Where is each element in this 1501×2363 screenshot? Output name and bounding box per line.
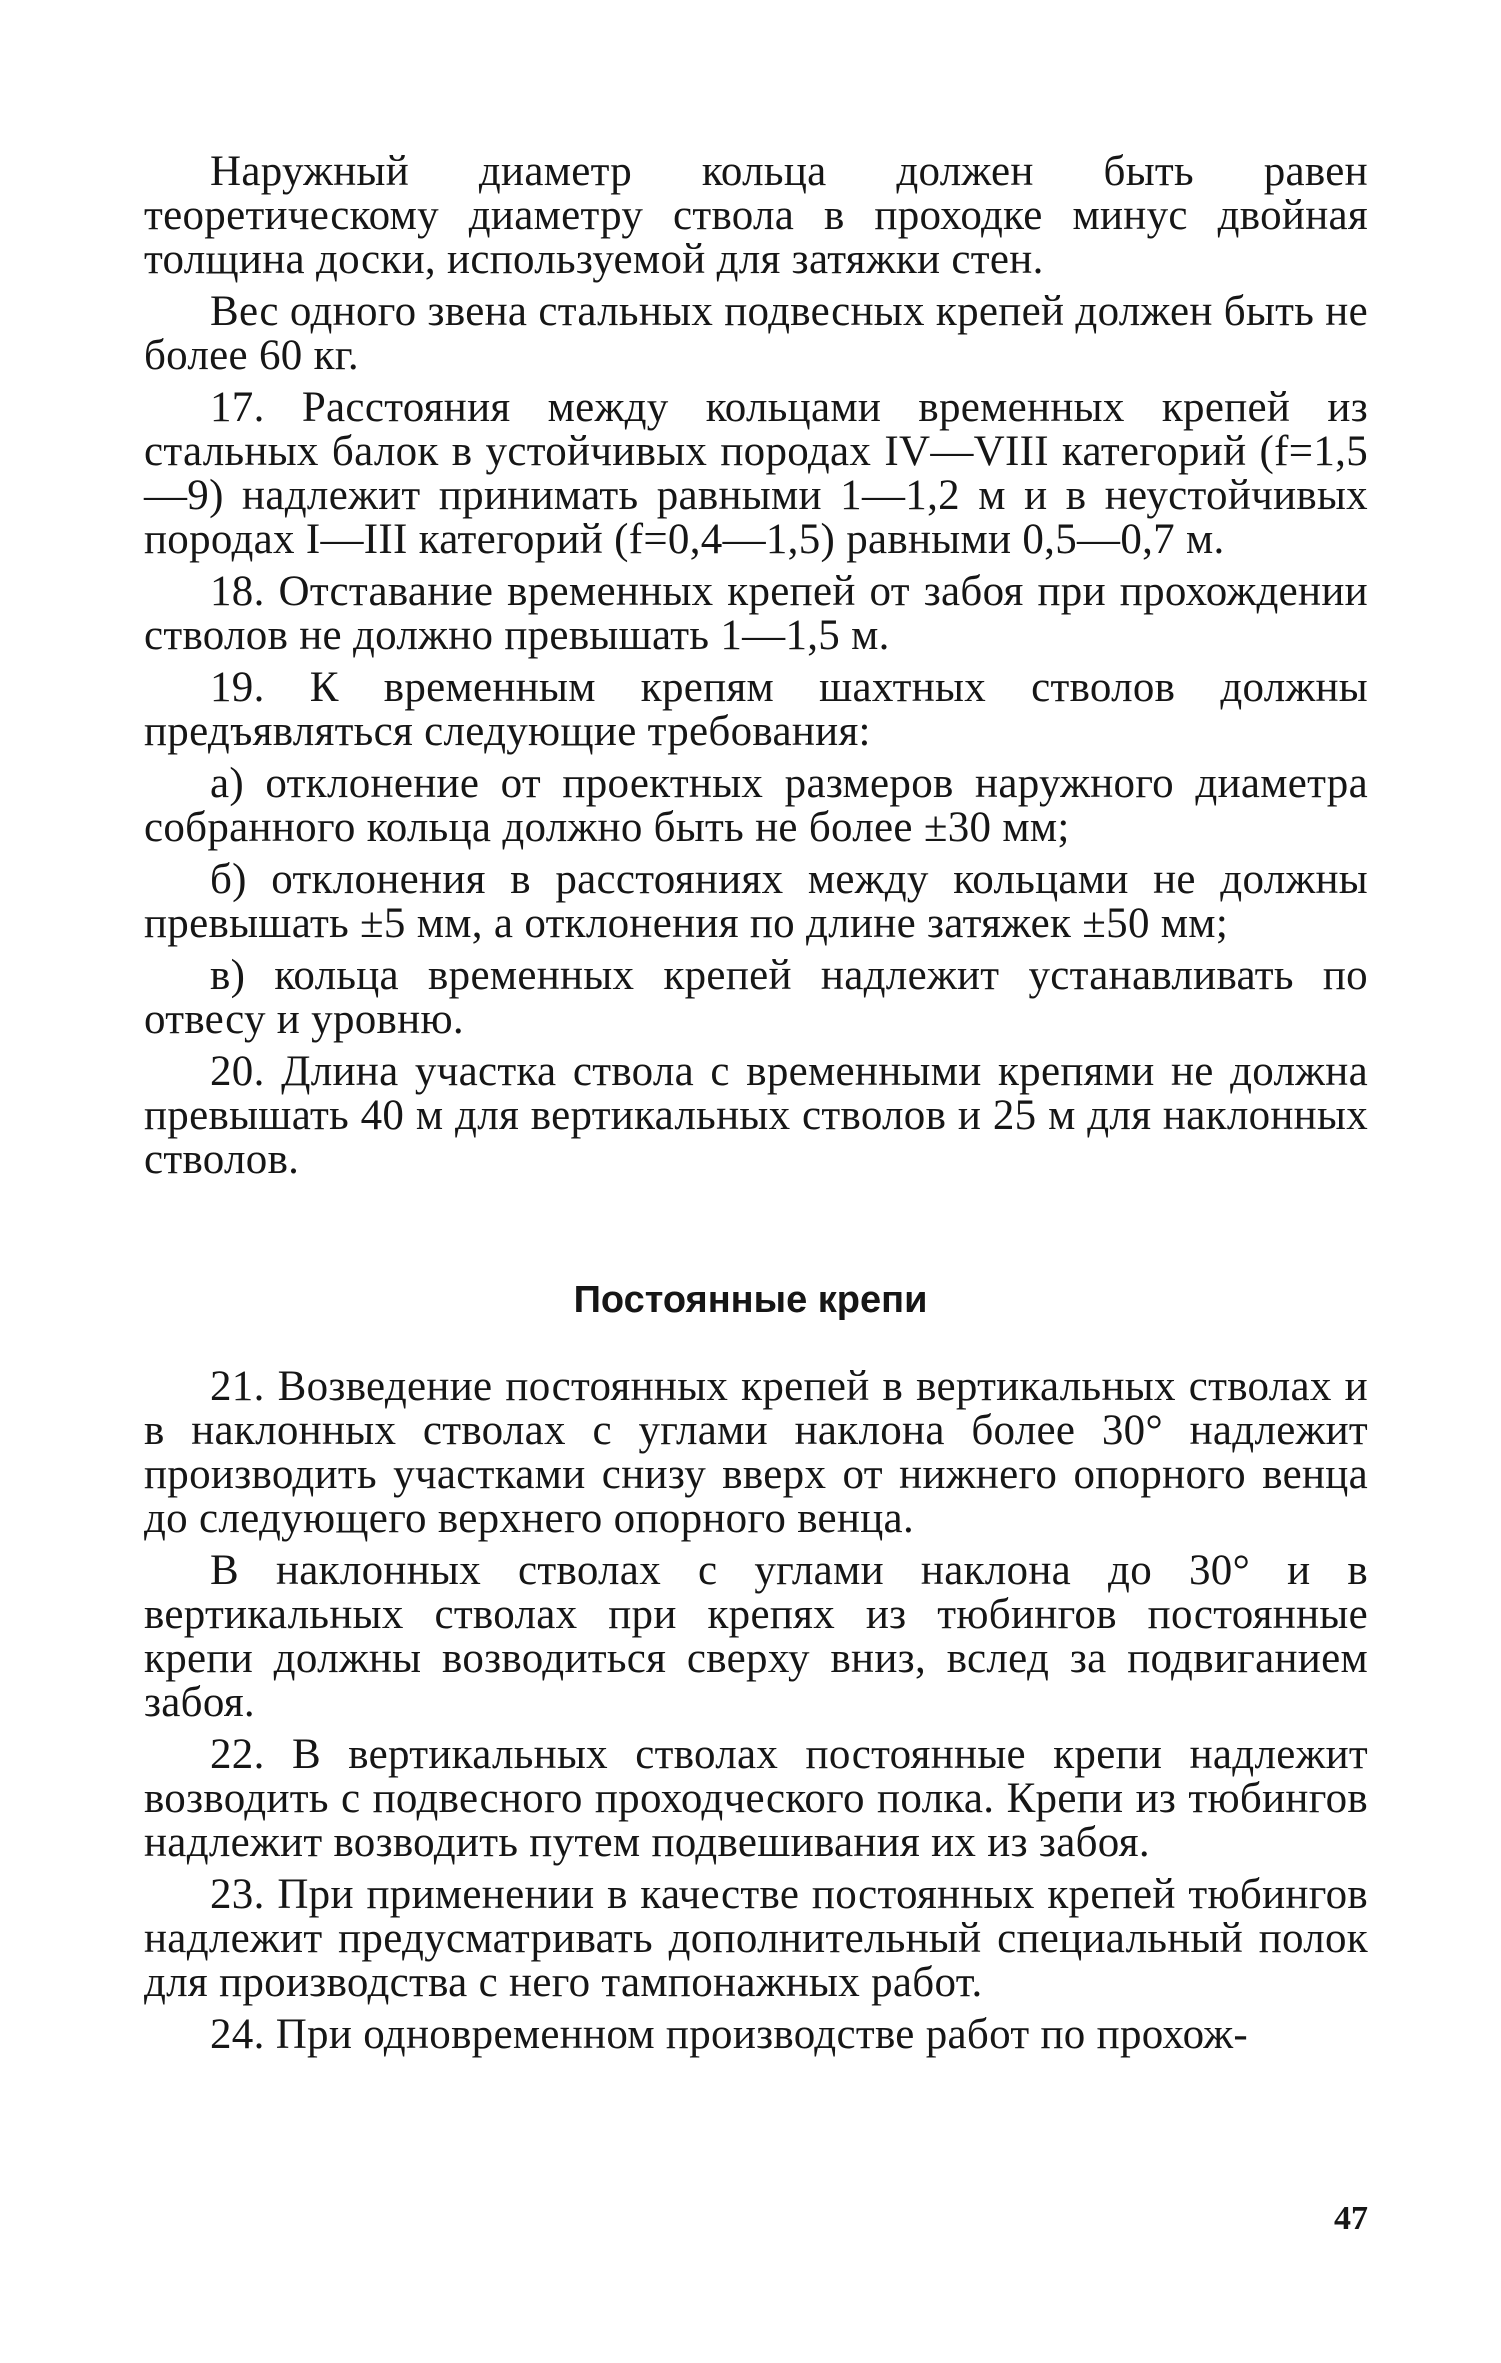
list-item: а) отклонение от проектных размеров наружного диаметра собранного кольца должно быть не более ±30 мм;	[144, 760, 1368, 851]
paragraph: 19. К временным крепям шахтных стволов должны предъявляться следующие требования:	[144, 664, 1368, 755]
page-number: 47	[1334, 2200, 1368, 2237]
paragraph: 20. Длина участка ствола с временными крепями не должна превышать 40 м для вертикальных стволов и 25 м для наклонных стволов.	[144, 1048, 1368, 1183]
body-text-section-1	[144, 150, 1368, 1190]
body-text-section-2	[144, 1365, 1368, 2065]
paragraph: 17. Расстояния между кольцами временных крепей из стальных балок в устойчивых породах IV—VIII категорий (f=1,5—9) надлежит принимать равными 1—1,2 м и в неустойчивых породах I—III категорий (f=0,4—1,5) равными 0,5—0,7 м.	[144, 384, 1368, 563]
paragraph: В наклонных стволах с углами наклона до 30° и в вертикальных стволах при крепях из тюбингов постоянные крепи должны возводиться сверху вниз, вслед за подвиганием забоя.	[144, 1547, 1368, 1726]
paragraph: Вес одного звена стальных подвесных крепей должен быть не более 60 кг.	[144, 288, 1368, 379]
paragraph: Наружный диаметр кольца должен быть равен теоретическому диаметру ствола в проходке минус двойная толщина доски, используемой для затяжки стен.	[144, 148, 1368, 283]
paragraph: 18. Отставание временных крепей от забоя при прохождении стволов не должно превышать 1—1,5 м.	[144, 568, 1368, 659]
paragraph: 23. При применении в качестве постоянных крепей тюбингов надлежит предусматривать дополнительный специальный полок для производства с него тампонажных работ.	[144, 1871, 1368, 2006]
list-item: в) кольца временных крепей надлежит устанавливать по отвесу и уровню.	[144, 952, 1368, 1043]
paragraph: 22. В вертикальных стволах постоянные крепи надлежит возводить с подвесного проходческого полка. Крепи из тюбингов надлежит возводить путем подвешивания их из забоя.	[144, 1731, 1368, 1866]
list-item: б) отклонения в расстояниях между кольцами не должны превышать ±5 мм, а отклонения по длине затяжек ±50 мм;	[144, 856, 1368, 947]
paragraph: 24. При одновременном производстве работ по прохож-	[210, 2011, 1248, 2058]
paragraph: 21. Возведение постоянных крепей в вертикальных стволах и в наклонных стволах с углами наклона более 30° надлежит производить участками снизу вверх от нижнего опорного венца до следующего верхнего опорного венца.	[144, 1363, 1368, 1542]
section-heading: Постоянные крепи	[573, 1279, 928, 1321]
